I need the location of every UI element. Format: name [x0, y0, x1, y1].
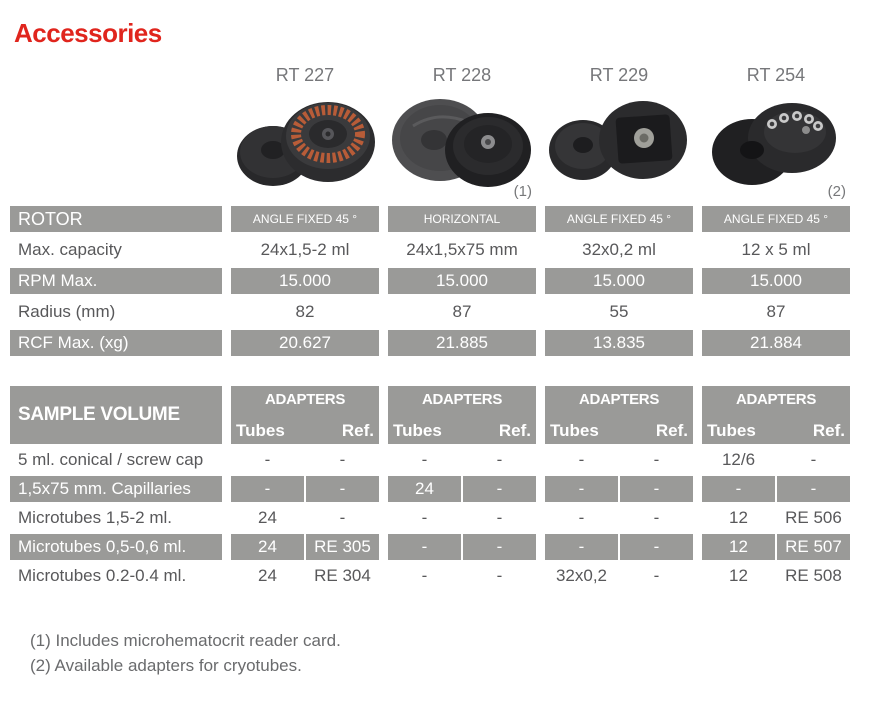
- spec-cell: 87: [452, 302, 472, 321]
- spec-cell: 13.835: [545, 330, 693, 356]
- ref-value: -: [339, 450, 346, 469]
- ref-value: -: [496, 508, 503, 527]
- row-label: 5 ml. conical / screw cap: [18, 450, 204, 469]
- ref-value: -: [653, 508, 660, 527]
- rotor-photo-rt227: [231, 88, 379, 196]
- adapter-cell: [702, 505, 850, 531]
- rotor-spec-table: [10, 206, 850, 356]
- page-title: Accessories: [14, 18, 162, 48]
- spec-cell: 21.884: [702, 330, 850, 356]
- footnote-1: (1) Includes microhematocrit reader card.: [30, 631, 341, 650]
- row-label: 1,5x75 mm. Capillaries: [10, 476, 222, 502]
- tubes-value: -: [264, 450, 271, 469]
- spec-cell: ANGLE FIXED 45 °: [231, 206, 379, 232]
- spec-cell: ANGLE FIXED 45 °: [545, 206, 693, 232]
- tubes-value: 12/6: [721, 450, 756, 469]
- tubes-value: -: [578, 508, 585, 527]
- tubes-value: 24: [231, 534, 304, 560]
- tubes-value: 24: [388, 476, 461, 502]
- spec-cell: 20.627: [231, 330, 379, 356]
- spec-cell: HORIZONTAL: [388, 206, 536, 232]
- rotor-header-row: [10, 62, 850, 202]
- rotor-photo-rt228: [388, 88, 536, 200]
- rotor-column-rt227: [231, 62, 379, 202]
- adapter-cell: [545, 476, 693, 502]
- ref-value: RE 305: [306, 534, 379, 560]
- ref-header: Ref.: [812, 421, 845, 440]
- adapter-cell: [388, 476, 536, 502]
- ref-value: -: [653, 450, 660, 469]
- tubes-value: 32x0,2: [555, 566, 608, 585]
- row-label: Microtubes 0.2-0.4 ml.: [18, 566, 187, 585]
- spec-cell: 24x1,5x75 mm: [406, 240, 518, 259]
- spec-cell: 15.000: [702, 268, 850, 294]
- spacer: [10, 62, 222, 202]
- tubes-value: 12: [729, 508, 748, 527]
- spec-cell: 24x1,5-2 ml: [260, 240, 350, 259]
- adapter-cell: [231, 476, 379, 502]
- adapters-header-rt227: [231, 386, 379, 444]
- tubes-header: Tubes: [236, 421, 285, 440]
- tubes-value: 12: [702, 534, 775, 560]
- ref-value: RE 507: [777, 534, 850, 560]
- adapters-group-label: ADAPTERS: [421, 391, 503, 408]
- ref-value: -: [653, 566, 660, 585]
- ref-value: -: [339, 508, 346, 527]
- ref-value: -: [496, 566, 503, 585]
- image-footnote-mark: (2): [827, 183, 846, 200]
- rotor-model-label: RT 227: [275, 65, 335, 85]
- ref-header: Ref.: [655, 421, 688, 440]
- row-label: ROTOR: [10, 206, 222, 232]
- spec-cell: 21.885: [388, 330, 536, 356]
- adapter-cell: [702, 534, 850, 560]
- spec-cell: 32x0,2 ml: [582, 240, 656, 259]
- rotor-column-rt254: [702, 62, 850, 202]
- adapter-cell: [388, 563, 536, 589]
- adapter-cell: [545, 447, 693, 473]
- footnote-2: (2) Available adapters for cryotubes.: [30, 656, 302, 675]
- tubes-value: -: [578, 450, 585, 469]
- adapter-cell: [545, 563, 693, 589]
- adapter-cell: [388, 447, 536, 473]
- adapters-header-rt228: [388, 386, 536, 444]
- footnotes: [30, 628, 341, 678]
- row-label: Microtubes 1,5-2 ml.: [18, 508, 172, 527]
- spec-cell: 55: [609, 302, 629, 321]
- spec-cell: 82: [295, 302, 315, 321]
- adapter-cell: [231, 505, 379, 531]
- rotor-photo-rt229: [545, 88, 693, 196]
- sample-volume-header: SAMPLE VOLUME: [10, 386, 222, 444]
- rotor-model-label: RT 229: [589, 65, 649, 85]
- tubes-header: Tubes: [707, 421, 756, 440]
- tubes-value: 24: [258, 566, 277, 585]
- rotor-model-label: RT 228: [432, 65, 492, 85]
- adapters-header-rt229: [545, 386, 693, 444]
- row-label: Max. capacity: [18, 240, 122, 259]
- adapter-cell: [702, 447, 850, 473]
- adapter-cell: [702, 563, 850, 589]
- adapters-group-label: ADAPTERS: [264, 391, 346, 408]
- row-label: Microtubes 0,5-0,6 ml.: [10, 534, 222, 560]
- ref-value: -: [306, 476, 379, 502]
- ref-value: RE 304: [314, 566, 371, 585]
- adapters-group-label: ADAPTERS: [735, 391, 817, 408]
- adapter-cell: [545, 534, 693, 560]
- ref-value: -: [463, 476, 536, 502]
- adapter-cell: [702, 476, 850, 502]
- ref-value: -: [777, 476, 850, 502]
- adapters-header-rt254: [702, 386, 850, 444]
- row-label: RCF Max. (xg): [10, 330, 222, 356]
- rotor-column-rt228: [388, 62, 536, 202]
- tubes-value: -: [545, 476, 618, 502]
- ref-value: -: [496, 450, 503, 469]
- rotor-model-label: RT 254: [746, 65, 806, 85]
- tubes-header: Tubes: [393, 421, 442, 440]
- tubes-header: Tubes: [550, 421, 599, 440]
- adapter-cell: [388, 534, 536, 560]
- tubes-value: -: [421, 508, 428, 527]
- tubes-value: 24: [258, 508, 277, 527]
- ref-header: Ref.: [498, 421, 531, 440]
- spec-cell: 15.000: [231, 268, 379, 294]
- adapter-cell: [231, 447, 379, 473]
- tubes-value: -: [702, 476, 775, 502]
- row-label: RPM Max.: [10, 268, 222, 294]
- tubes-value: 12: [729, 566, 748, 585]
- tubes-value: -: [388, 534, 461, 560]
- adapter-cell: [231, 534, 379, 560]
- adapter-cell: [545, 505, 693, 531]
- ref-value: -: [620, 534, 693, 560]
- adapter-cell: [388, 505, 536, 531]
- ref-header: Ref.: [341, 421, 374, 440]
- ref-value: -: [810, 450, 817, 469]
- tubes-value: -: [231, 476, 304, 502]
- spec-cell: 12 x 5 ml: [741, 240, 811, 259]
- rotor-column-rt229: [545, 62, 693, 202]
- ref-value: -: [620, 476, 693, 502]
- image-footnote-mark: (1): [513, 183, 532, 200]
- ref-value: -: [463, 534, 536, 560]
- adapters-group-label: ADAPTERS: [578, 391, 660, 408]
- rotor-photo-rt254: [702, 88, 850, 200]
- adapters-table: [10, 386, 850, 589]
- row-label: Radius (mm): [18, 302, 116, 321]
- spec-cell: 15.000: [545, 268, 693, 294]
- ref-value: RE 508: [785, 566, 842, 585]
- spec-cell: ANGLE FIXED 45 °: [702, 206, 850, 232]
- tubes-value: -: [545, 534, 618, 560]
- tubes-value: -: [421, 450, 428, 469]
- spec-cell: 87: [766, 302, 786, 321]
- ref-value: RE 506: [785, 508, 842, 527]
- spec-cell: 15.000: [388, 268, 536, 294]
- tubes-value: -: [421, 566, 428, 585]
- adapter-cell: [231, 563, 379, 589]
